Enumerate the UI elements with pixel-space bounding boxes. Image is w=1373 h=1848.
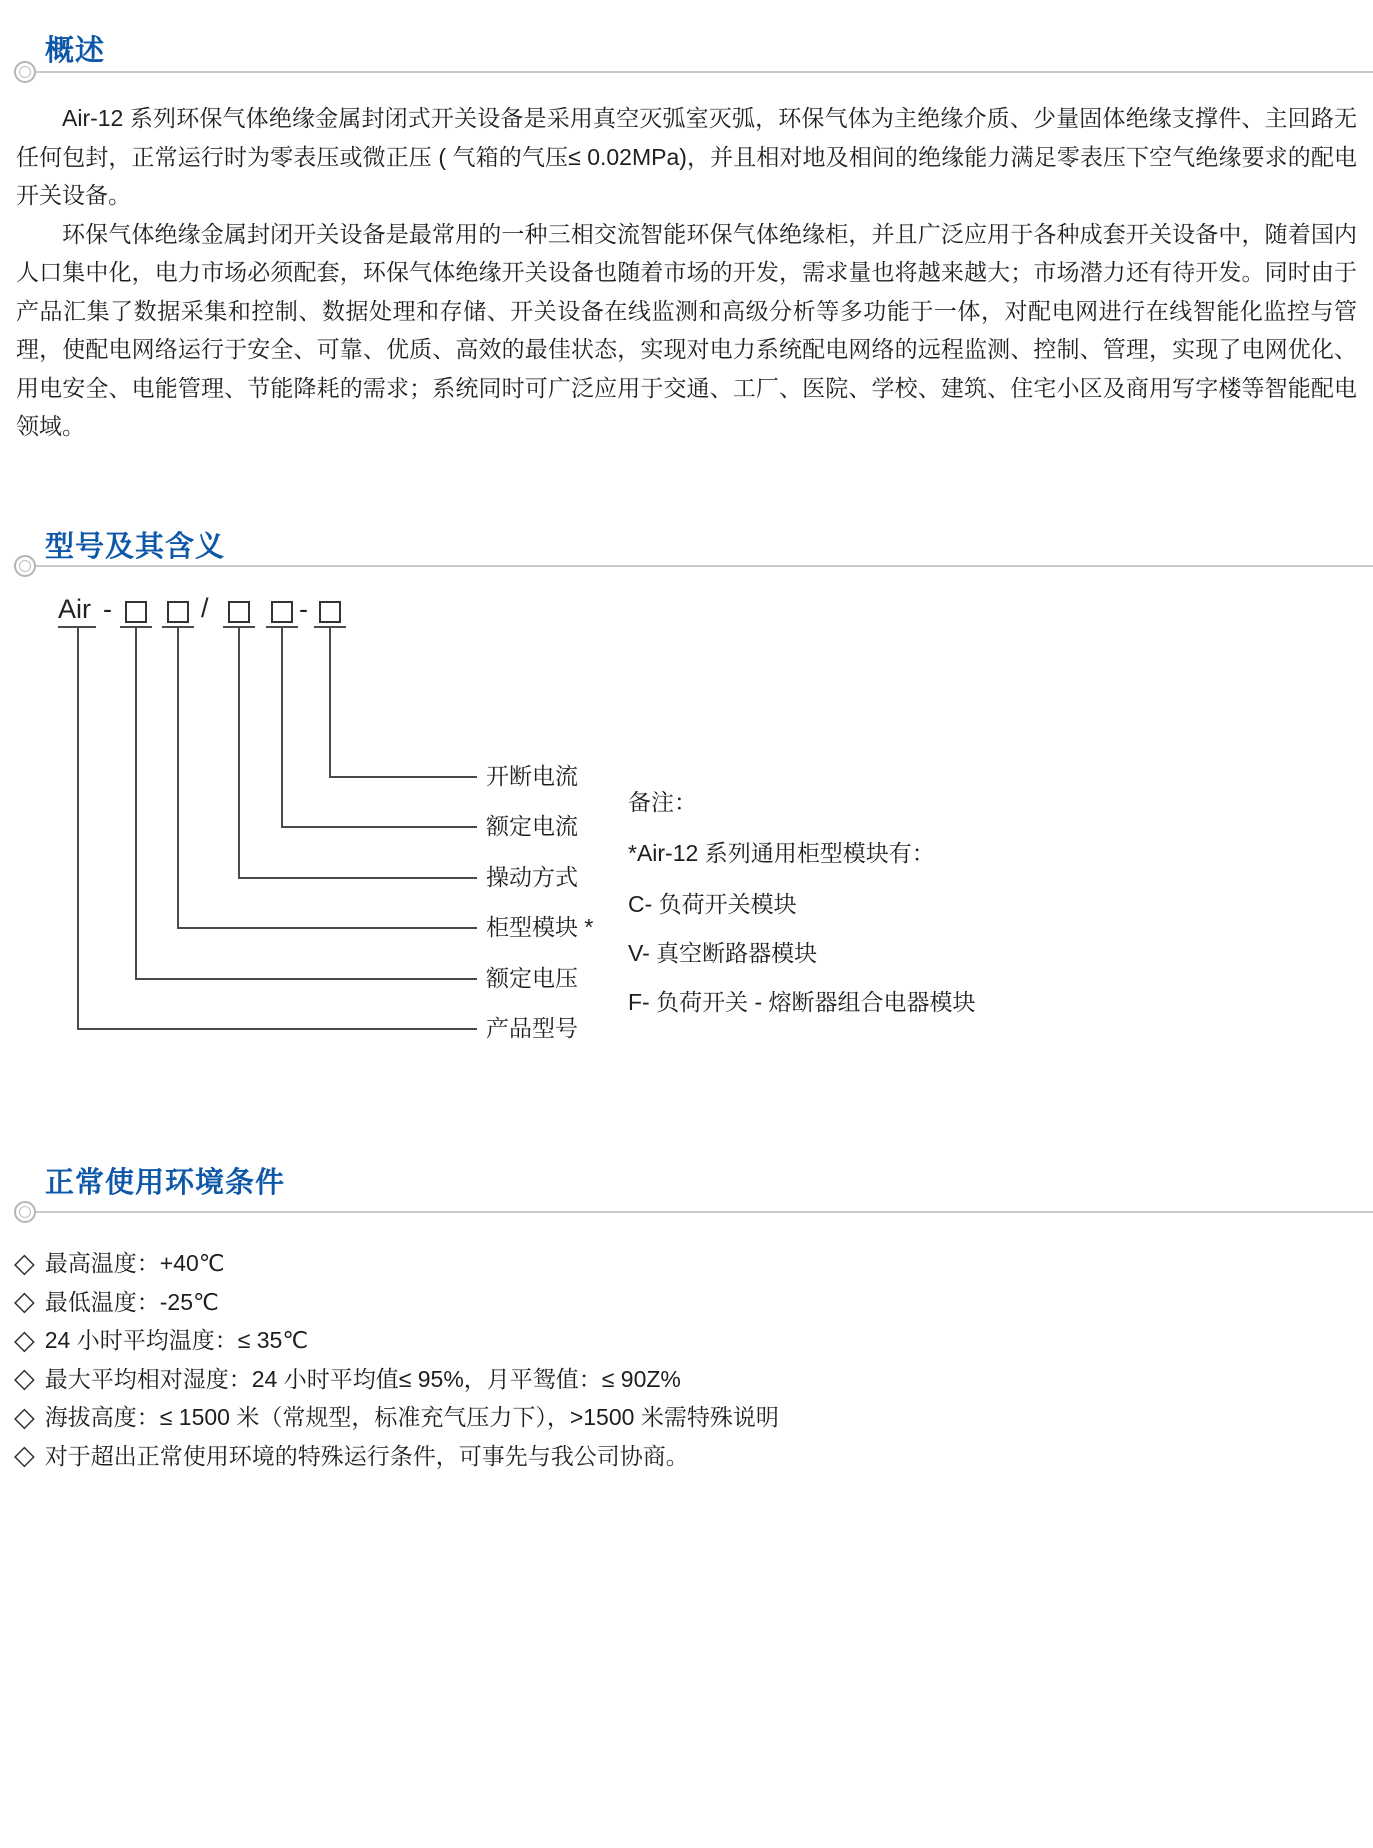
diamond-bullet-icon: ◇: [14, 1401, 35, 1432]
model-section-title: 型号及其含义: [45, 531, 226, 563]
model-digit-box: [271, 601, 293, 623]
model-separator: -: [103, 594, 112, 624]
model-field-label: 开断电流: [486, 763, 578, 789]
section-marker-icon: [14, 61, 36, 83]
leader-line-horizontal: [281, 826, 477, 828]
list-item: [14, 1398, 1354, 1437]
condition-text: 24 小时平均温度：≤ 35℃: [44, 1327, 309, 1353]
model-field-label: 柜型模块 *: [486, 914, 594, 940]
list-item: [14, 1360, 1354, 1399]
condition-text: 对于超出正常使用环境的特殊运行条件，可事先与我公司协商。: [44, 1442, 689, 1469]
section-marker-inner-ring: [19, 560, 31, 572]
diamond-bullet-icon: ◇: [14, 1286, 35, 1317]
model-note-item: C- 负荷开关模块: [628, 891, 797, 917]
model-notes-heading: 备注：: [628, 789, 697, 815]
leader-line-vertical: [77, 628, 79, 1028]
model-separator: -: [299, 594, 308, 624]
environment-conditions-list: [14, 1244, 1354, 1475]
condition-text: 最低温度：-25℃: [44, 1288, 219, 1315]
leader-line-horizontal: [238, 877, 477, 879]
overview-paragraph: Air-12 系列环保气体绝缘金属封闭式开关设备是采用真空灭弧室灭弧，环保气体为主绝缘介质、少量固体绝缘支撑件、主回路无任何包封，正常运行时为零表压或微正压 ( 气箱的气压≤ 0.02MPa)，并且相对地及相间的绝缘能力满足零表压下空气绝缘要求的配电开关设备。: [16, 105, 1357, 208]
overview-paragraph: 环保气体绝缘金属封闭开关设备是最常用的一种三相交流智能环保气体绝缘柜，并且广泛应用于各种成套开关设备中，随着国内人口集中化，电力市场必须配套，环保气体绝缘开关设备也随着市场的开发，需求量也将越来越大；市场潜力还有待开发。同时由于产品汇集了数据采集和控制、数据处理和存储、开关设备在线监测和高级分析等多功能于一体，对配电网进行在线智能化监控与管理，使配电网络运行于安全、可靠、优质、高效的最佳状态，实现对电力系统配电网络的远程监测、控制、管理，实现了电网优化、用电安全、电能管理、节能降耗的需求；系统同时可广泛应用于交通、工厂、医院、学校、建筑、住宅小区及商用写字楼等智能配电领域。: [16, 220, 1357, 439]
model-notes-intro: *Air-12 系列通用柜型模块有：: [628, 840, 935, 866]
list-item: [14, 1321, 1354, 1360]
condition-text: 最大平均相对湿度：24 小时平均值≤ 95%，月平鸳值：≤ 90Z%: [44, 1365, 681, 1392]
section-marker-icon: [14, 555, 36, 577]
overview-section-title: 概述: [45, 35, 106, 67]
leader-line-horizontal: [329, 776, 477, 778]
section-marker-icon: [14, 1201, 36, 1223]
list-item: [14, 1283, 1354, 1322]
leader-line-horizontal: [177, 927, 477, 929]
model-field-label: 额定电流: [486, 813, 578, 839]
model-note-item: F- 负荷开关 - 熔断器组合电器模块: [628, 989, 976, 1015]
leader-line-vertical: [329, 628, 331, 776]
overview-body: [16, 99, 1357, 446]
section-divider: [26, 565, 1373, 567]
leader-line-horizontal: [77, 1028, 477, 1030]
leader-line-vertical: [238, 628, 240, 877]
section-marker-inner-ring: [19, 1206, 31, 1218]
model-digit-box: [125, 601, 147, 623]
list-item: [14, 1244, 1354, 1283]
leader-line-vertical: [135, 628, 137, 978]
model-digit-box: [319, 601, 341, 623]
condition-text: 海拔高度：≤ 1500 米（常规型，标准充气压力下），>1500 米需特殊说明: [44, 1404, 779, 1430]
condition-text: 最高温度：+40℃: [44, 1250, 225, 1276]
leader-line-vertical: [281, 628, 283, 826]
section-marker-inner-ring: [19, 66, 31, 78]
model-separator: /: [201, 593, 209, 623]
diamond-bullet-icon: ◇: [14, 1363, 35, 1394]
model-note-item: V- 真空断路器模块: [628, 940, 818, 966]
section-divider: [26, 1211, 1373, 1213]
model-field-label: 额定电压: [486, 965, 578, 991]
model-field-label: 产品型号: [486, 1015, 578, 1041]
model-digit-box: [228, 601, 250, 623]
environment-section-title: 正常使用环境条件: [45, 1167, 286, 1199]
model-field-label: 操动方式: [486, 864, 578, 890]
model-prefix: Air: [58, 594, 91, 624]
leader-line-vertical: [177, 628, 179, 927]
model-digit-box: [167, 601, 189, 623]
list-item: [14, 1437, 1354, 1476]
leader-line-horizontal: [135, 978, 477, 980]
diamond-bullet-icon: ◇: [14, 1324, 35, 1355]
diamond-bullet-icon: ◇: [14, 1440, 35, 1471]
diamond-bullet-icon: ◇: [14, 1247, 35, 1278]
section-divider: [26, 71, 1373, 73]
